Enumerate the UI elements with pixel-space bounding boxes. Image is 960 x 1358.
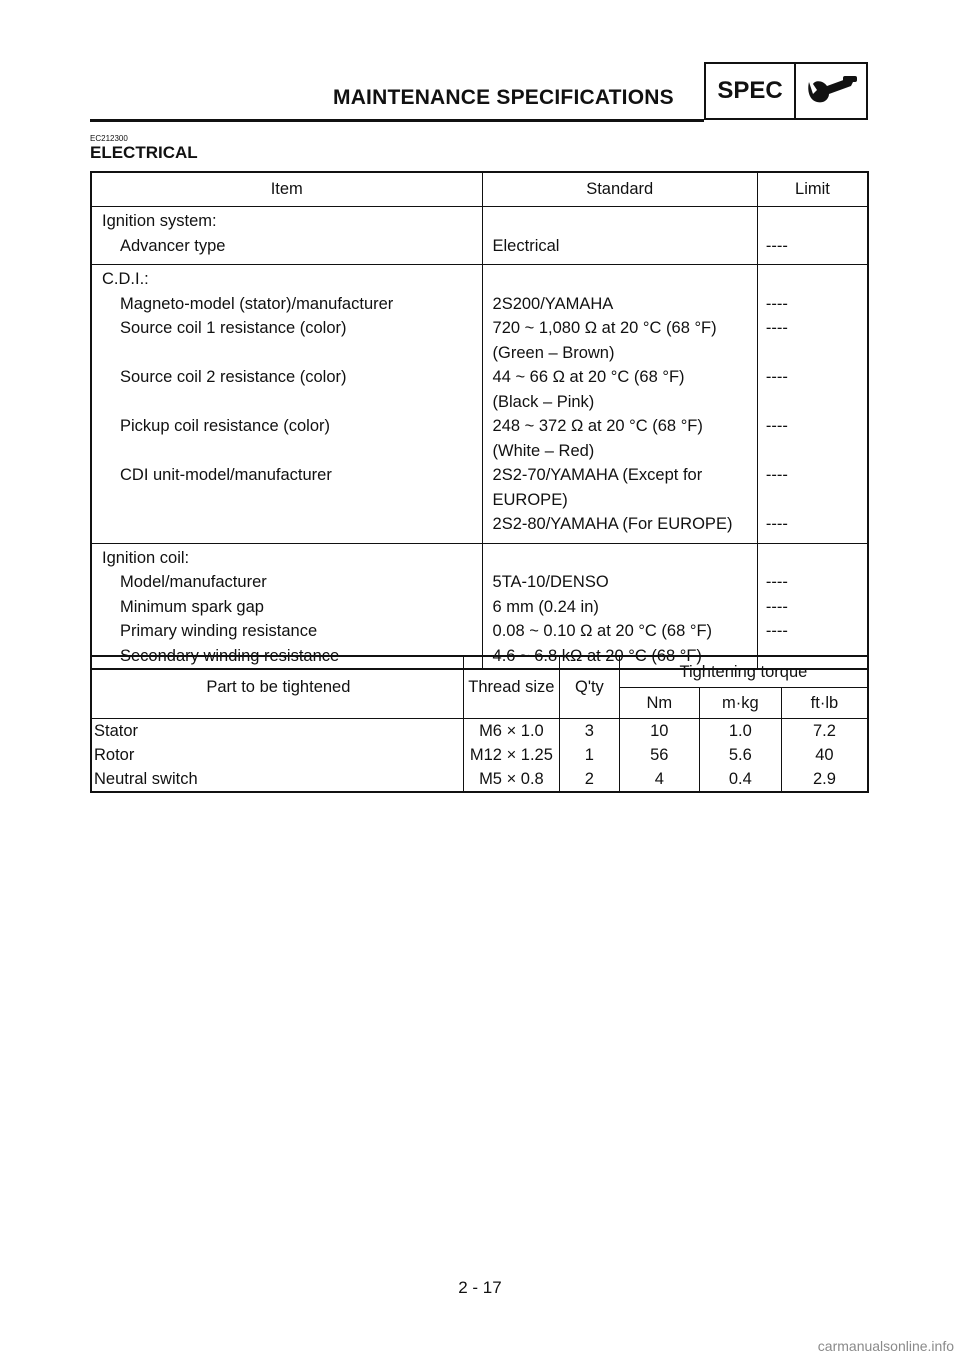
spec-standard [482, 463, 757, 512]
header-qty: Q'ty [560, 656, 620, 719]
torque-mkg: 5.6 [699, 743, 781, 767]
spec-table-header [91, 172, 868, 207]
spec-limit: ---- [765, 319, 788, 337]
table-row [91, 595, 868, 620]
wrench-icon [796, 64, 866, 118]
header-limit: Limit [757, 172, 868, 207]
spec-standard [482, 365, 757, 414]
spec-standard: 5TA-10/DENSO [482, 570, 757, 595]
spec-standard: 4.6 ~ 6.8 kΩ at 20 °C (68 °F) [482, 644, 757, 670]
table-row [91, 463, 868, 512]
header-thread-size: Thread size [463, 656, 559, 719]
spec-limit: ---- [765, 622, 788, 640]
header-tightening-torque: Tightening torque [619, 656, 868, 688]
torque-nm: 56 [619, 743, 699, 767]
header-item: Item [91, 172, 482, 207]
group-label: C.D.I.: [91, 265, 482, 292]
table-row [91, 234, 868, 265]
torque-nm: 4 [619, 767, 699, 792]
spec-standard-line: (Black – Pink) [492, 392, 595, 411]
spec-standard-line: 2S2-70/YAMAHA (Except for [492, 466, 703, 484]
header-rule [90, 119, 704, 122]
watermark: carmanualsonline.info [817, 1338, 954, 1354]
spec-item: CDI unit-model/manufacturer [91, 463, 482, 512]
spec-limit: ---- [757, 512, 868, 543]
torque-part: Rotor [91, 743, 463, 767]
spec-item: Source coil 2 resistance (color) [91, 365, 482, 414]
page-number: 2 - 17 [458, 1278, 502, 1297]
torque-ftlb: 7.2 [781, 719, 868, 744]
spec-limit: ---- [765, 417, 788, 435]
header-standard: Standard [482, 172, 757, 207]
header-mkg: m·kg [699, 688, 781, 719]
torque-ftlb: 2.9 [812, 769, 836, 788]
table-row [91, 767, 868, 792]
header-part: Part to be tightened [91, 656, 463, 719]
spec-standard-line: (Green – Brown) [492, 343, 615, 362]
electrical-spec-table [90, 171, 869, 670]
spec-item: Secondary winding resistance [91, 644, 482, 670]
torque-qty: 3 [560, 719, 620, 744]
torque-mkg: 1.0 [699, 719, 781, 744]
torque-ftlb: 40 [815, 745, 834, 764]
group-label-row [91, 265, 868, 292]
torque-thread: M12 × 1.25 [463, 743, 559, 767]
spec-standard-line: (White – Red) [492, 441, 595, 460]
header-ftlb: ft·lb [781, 688, 868, 719]
table-row [91, 365, 868, 414]
torque-table [90, 655, 869, 793]
group-label-row [91, 207, 868, 234]
group-label: Ignition system: [91, 207, 482, 234]
spec-standard: 6 mm (0.24 in) [482, 595, 757, 620]
torque-mkg: 0.4 [699, 767, 781, 792]
spec-item: Primary winding resistance [91, 619, 482, 644]
spec-standard: 2S200/YAMAHA [482, 292, 757, 317]
table-row [91, 512, 868, 543]
spec-standard: 2S2-80/YAMAHA (For EUROPE) [482, 512, 757, 543]
spec-badge [704, 62, 868, 120]
table-row [91, 316, 868, 365]
table-row [91, 570, 868, 595]
spec-limit: ---- [765, 294, 788, 313]
torque-nm: 10 [619, 719, 699, 744]
spec-standard: 0.08 ~ 0.10 Ω at 20 °C (68 °F) [482, 619, 757, 644]
spec-standard-line: 44 ~ 66 Ω at 20 °C (68 °F) [492, 368, 685, 386]
group-label: Ignition coil: [91, 543, 482, 570]
torque-part: Neutral switch [91, 767, 463, 792]
spec-item: Magneto-model (stator)/manufacturer [91, 292, 482, 317]
page-title: MAINTENANCE SPECIFICATIONS [333, 86, 674, 109]
spec-limit: ---- [765, 573, 788, 591]
spec-item: Advancer type [91, 234, 482, 265]
spec-item: Pickup coil resistance (color) [91, 414, 482, 463]
torque-thread: M5 × 0.8 [463, 767, 559, 792]
table-row [91, 292, 868, 317]
spec-label: SPEC [706, 64, 796, 118]
spec-standard [482, 316, 757, 365]
torque-thread: M6 × 1.0 [463, 719, 559, 744]
spec-standard: Electrical [482, 234, 757, 265]
torque-qty: 2 [560, 767, 620, 792]
torque-part: Stator [91, 719, 463, 744]
torque-qty: 1 [560, 743, 620, 767]
spec-limit: ---- [765, 368, 788, 386]
spec-item: Minimum spark gap [91, 595, 482, 620]
table-row [91, 414, 868, 463]
spec-limit: ---- [765, 597, 788, 616]
group-label-row [91, 543, 868, 570]
table-row [91, 719, 868, 744]
section-title: ELECTRICAL [90, 143, 198, 162]
spec-standard-line: 248 ~ 372 Ω at 20 °C (68 °F) [492, 417, 703, 435]
header-nm: Nm [619, 688, 699, 719]
table-row [91, 743, 868, 767]
spec-limit: ---- [765, 646, 788, 665]
spec-standard-line: EUROPE) [492, 490, 568, 509]
torque-header-row [91, 656, 868, 688]
spec-item [91, 512, 482, 543]
section-code: EC212300 [90, 134, 128, 143]
spec-limit: ---- [765, 466, 788, 484]
spec-item: Model/manufacturer [91, 570, 482, 595]
spec-standard-line: 720 ~ 1,080 Ω at 20 °C (68 °F) [492, 319, 717, 337]
spec-limit: ---- [757, 234, 868, 265]
spec-standard [482, 414, 757, 463]
spec-item: Source coil 1 resistance (color) [91, 316, 482, 365]
table-row [91, 619, 868, 644]
